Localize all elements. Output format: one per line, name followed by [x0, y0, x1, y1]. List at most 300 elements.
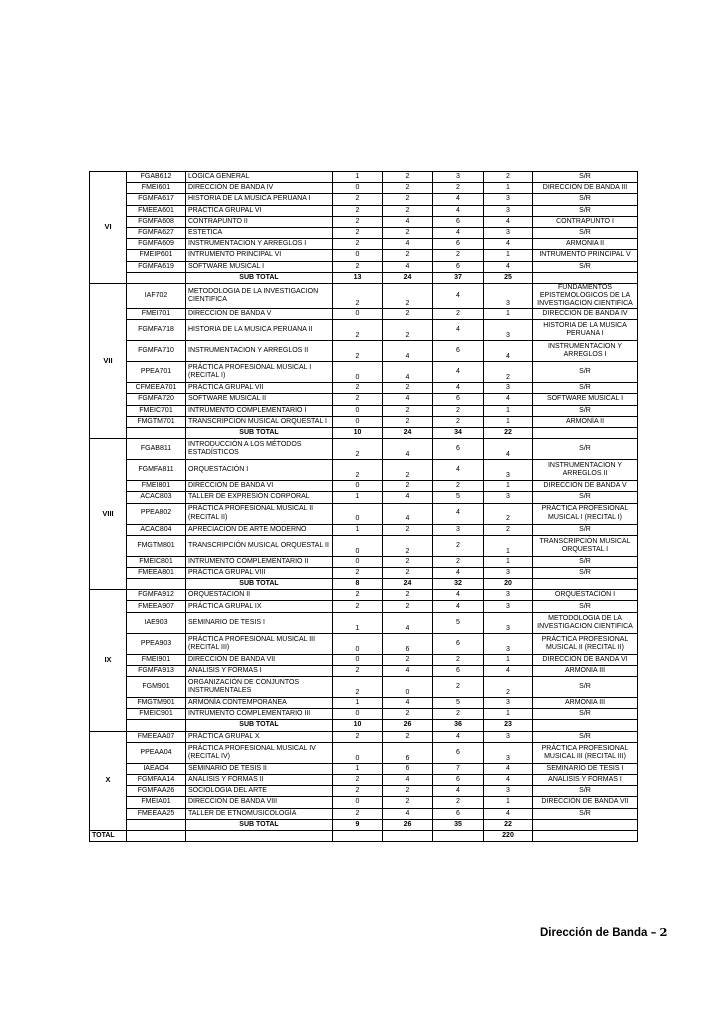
hours-practice: 2 — [383, 205, 433, 216]
hours-total: 4 — [433, 731, 484, 742]
hours-total: 6 — [433, 808, 484, 819]
course-name: PRÁCTICA PROFESIONAL MUSICAL II (RECITAL II) — [186, 503, 333, 524]
credits: 2 — [484, 503, 533, 524]
course-code: ACAC804 — [127, 524, 186, 535]
hours-theory: 2 — [333, 601, 383, 612]
hours-practice: 4 — [383, 492, 433, 503]
table-row — [90, 709, 638, 720]
hours-theory: 2 — [333, 205, 383, 216]
prerequisite: S/R — [533, 194, 638, 205]
course-name: ORQUESTACIÓN I — [186, 460, 333, 481]
course-code: FMGTM901 — [127, 698, 186, 709]
prerequisite: S/R — [533, 524, 638, 535]
course-code: FMEEA601 — [127, 205, 186, 216]
course-code: FGMFA811 — [127, 460, 186, 481]
hours-total: 6 — [433, 394, 484, 405]
table-row — [90, 405, 638, 416]
course-name: LÓGICA GENERAL — [186, 172, 333, 183]
hours-practice: 4 — [383, 665, 433, 676]
credits: 3 — [484, 633, 533, 654]
subtotal-practice: 24 — [383, 579, 433, 590]
hours-total: 3 — [433, 524, 484, 535]
credits: 4 — [484, 239, 533, 250]
prerequisite: ARMONIA III — [533, 665, 638, 676]
hours-theory: 2 — [333, 774, 383, 785]
prerequisite: S/R — [533, 601, 638, 612]
course-name: TRANSCRIPCIÓN MUSICAL ORQUESTAL II — [186, 535, 333, 556]
subtotal-label: SUB TOTAL — [186, 720, 333, 731]
prerequisite: S/R — [533, 567, 638, 578]
course-code: FGMFA609 — [127, 239, 186, 250]
hours-practice: 2 — [383, 227, 433, 238]
prerequisite: ARMONIA II — [533, 239, 638, 250]
course-name: PRÁCTICA GRUPAL X — [186, 731, 333, 742]
table-row — [90, 194, 638, 205]
subtotal-code-empty — [127, 272, 186, 283]
table-row — [90, 665, 638, 676]
hours-theory: 2 — [333, 460, 383, 481]
course-code: ACAC803 — [127, 492, 186, 503]
table-row — [90, 439, 638, 460]
table-row — [90, 612, 638, 633]
hours-practice: 4 — [383, 261, 433, 272]
table-row — [90, 394, 638, 405]
hours-practice: 4 — [383, 216, 433, 227]
course-name: TRANSCRIPCIÓN MUSICAL ORQUESTAL I — [186, 416, 333, 427]
course-code: FMEEA907 — [127, 601, 186, 612]
course-name: ORQUESTACIÓN II — [186, 590, 333, 601]
hours-practice: 4 — [383, 239, 433, 250]
prerequisite: TRANSCRIPCIÒN MUSICAL ORQUESTAL I — [533, 535, 638, 556]
hours-theory: 2 — [333, 567, 383, 578]
course-code: FGAB612 — [127, 172, 186, 183]
credits: 3 — [484, 567, 533, 578]
course-code: FGMFA617 — [127, 194, 186, 205]
course-code: IAE903 — [127, 612, 186, 633]
hours-theory: 0 — [333, 362, 383, 383]
table-row — [90, 172, 638, 183]
hours-theory: 2 — [333, 216, 383, 227]
semester-label: X — [90, 731, 127, 830]
hours-practice: 2 — [383, 320, 433, 341]
subtotal-practice: 24 — [383, 272, 433, 283]
hours-practice: 2 — [383, 183, 433, 194]
hours-total: 2 — [433, 654, 484, 665]
subtotal-hours: 37 — [433, 272, 484, 283]
credits: 4 — [484, 763, 533, 774]
subtotal-hours: 36 — [433, 720, 484, 731]
hours-practice: 4 — [383, 808, 433, 819]
credits: 1 — [484, 535, 533, 556]
hours-theory: 2 — [333, 677, 383, 698]
subtotal-practice: 26 — [383, 720, 433, 731]
hours-theory: 1 — [333, 763, 383, 774]
credits: 4 — [484, 261, 533, 272]
prerequisite: SEMINARIO DE TESIS I — [533, 763, 638, 774]
hours-total: 2 — [433, 677, 484, 698]
hours-total: 6 — [433, 633, 484, 654]
course-name: INTRUMENTO COMPLEMENTARIO II — [186, 556, 333, 567]
prerequisite: PRÁCTICA PROFESIONAL MUSICAL III (RECITAL III) — [533, 742, 638, 763]
prerequisite: S/R — [533, 709, 638, 720]
course-name: APRECIACION DE ARTE MODERNO — [186, 524, 333, 535]
hours-practice: 4 — [383, 698, 433, 709]
subtotal-credits: 25 — [484, 272, 533, 283]
credits: 4 — [484, 439, 533, 460]
hours-theory: 2 — [333, 227, 383, 238]
course-name: SOFTWARE MUSICAL I — [186, 261, 333, 272]
course-name: TALLER DE ETNOMUSICOLOGÍA — [186, 808, 333, 819]
hours-theory: 2 — [333, 341, 383, 362]
total-credits: 220 — [484, 830, 533, 841]
table-row — [90, 633, 638, 654]
hours-theory: 0 — [333, 481, 383, 492]
course-code: FMEEAA25 — [127, 808, 186, 819]
course-code: FMEIC701 — [127, 405, 186, 416]
course-name: DIRECCIÒN DE BANDA VI — [186, 481, 333, 492]
hours-theory: 1 — [333, 698, 383, 709]
prerequisite: INSTRUMENTACION Y ARREGLOS II — [533, 460, 638, 481]
course-code: FMEI701 — [127, 309, 186, 320]
prerequisite: DIRECCIÒN DE BANDA III — [533, 183, 638, 194]
hours-total: 6 — [433, 665, 484, 676]
subtotal-row — [90, 819, 638, 830]
hours-total: 2 — [433, 797, 484, 808]
course-code: FGMFA718 — [127, 320, 186, 341]
semester-label: VI — [90, 172, 127, 284]
credits: 3 — [484, 742, 533, 763]
credits: 3 — [484, 492, 533, 503]
hours-theory: 1 — [333, 492, 383, 503]
table-row — [90, 383, 638, 394]
table-row — [90, 731, 638, 742]
subtotal-theory: 10 — [333, 720, 383, 731]
course-name: SOFTWARE MUSICAL II — [186, 394, 333, 405]
credits: 3 — [484, 698, 533, 709]
hours-theory: 0 — [333, 797, 383, 808]
hours-practice: 4 — [383, 341, 433, 362]
course-name: DIRECCIÒN DE BANDA IV — [186, 183, 333, 194]
hours-practice: 2 — [383, 654, 433, 665]
course-code: IAEAO4 — [127, 763, 186, 774]
course-name: PRÁCTICA GRUPAL VI — [186, 205, 333, 216]
subtotal-pre-empty — [533, 720, 638, 731]
course-name: CONTRAPUNTO II — [186, 216, 333, 227]
course-code: FGMFA627 — [127, 227, 186, 238]
hours-practice: 2 — [383, 460, 433, 481]
course-name: INTRUMENTO COMPLEMENTARIO III — [186, 709, 333, 720]
subtotal-row — [90, 427, 638, 438]
hours-total: 2 — [433, 535, 484, 556]
hours-theory: 2 — [333, 383, 383, 394]
subtotal-theory: 10 — [333, 427, 383, 438]
hours-total: 6 — [433, 261, 484, 272]
prerequisite: S/R — [533, 731, 638, 742]
table-row — [90, 786, 638, 797]
hours-practice: 2 — [383, 405, 433, 416]
table-row — [90, 492, 638, 503]
course-code: FMEIC801 — [127, 556, 186, 567]
table-row — [90, 416, 638, 427]
hours-total: 4 — [433, 283, 484, 308]
course-code: FGMFAA26 — [127, 786, 186, 797]
prerequisite: ANALISIS Y FORMAS I — [533, 774, 638, 785]
table-row — [90, 742, 638, 763]
credits: 1 — [484, 416, 533, 427]
hours-total: 2 — [433, 250, 484, 261]
table-row — [90, 216, 638, 227]
course-code: CFMEEA701 — [127, 383, 186, 394]
hours-total: 4 — [433, 362, 484, 383]
credits: 1 — [484, 405, 533, 416]
course-name: ARMONÍA CONTEMPORÁNEA — [186, 698, 333, 709]
credits: 4 — [484, 665, 533, 676]
hours-practice: 2 — [383, 556, 433, 567]
prerequisite: PRÁCTICA PROFESIONAL MUSICAL II (RECITAL II) — [533, 633, 638, 654]
hours-practice: 2 — [383, 416, 433, 427]
table-row — [90, 698, 638, 709]
hours-theory: 0 — [333, 416, 383, 427]
table-row — [90, 774, 638, 785]
credits: 4 — [484, 774, 533, 785]
credits: 1 — [484, 250, 533, 261]
credits: 3 — [484, 786, 533, 797]
subtotal-theory: 13 — [333, 272, 383, 283]
hours-practice: 4 — [383, 612, 433, 633]
table-row — [90, 556, 638, 567]
course-code: PPEA903 — [127, 633, 186, 654]
course-name: DIRECCIÒN DE BANDA V — [186, 309, 333, 320]
prerequisite: DIRECCIÒN DE BANDA IV — [533, 309, 638, 320]
table-row — [90, 320, 638, 341]
hours-practice: 2 — [383, 283, 433, 308]
course-code: FMEEAA07 — [127, 731, 186, 742]
course-code: FGMFAA14 — [127, 774, 186, 785]
hours-theory: 2 — [333, 320, 383, 341]
credits: 1 — [484, 797, 533, 808]
course-name: ESTETICA — [186, 227, 333, 238]
subtotal-credits: 20 — [484, 579, 533, 590]
hours-total: 2 — [433, 416, 484, 427]
hours-theory: 2 — [333, 394, 383, 405]
credits: 1 — [484, 183, 533, 194]
prerequisite: HISTORIA DE LA MUSICA PERUANA I — [533, 320, 638, 341]
prerequisite: ORQUESTACIÓN I — [533, 590, 638, 601]
page-footer — [540, 925, 668, 939]
subtotal-row — [90, 579, 638, 590]
course-code: FMEIA01 — [127, 797, 186, 808]
subtotal-label: SUB TOTAL — [186, 819, 333, 830]
table-row — [90, 481, 638, 492]
course-code: FMGTM801 — [127, 535, 186, 556]
hours-total: 7 — [433, 763, 484, 774]
hours-practice: 2 — [383, 524, 433, 535]
hours-practice: 6 — [383, 742, 433, 763]
hours-theory: 0 — [333, 309, 383, 320]
table-row — [90, 763, 638, 774]
course-code: FMGTM701 — [127, 416, 186, 427]
prerequisite: DIRECCIÒN DE BANDA VII — [533, 797, 638, 808]
course-code: FGMFA913 — [127, 665, 186, 676]
hours-total: 4 — [433, 227, 484, 238]
hours-theory: 0 — [333, 250, 383, 261]
hours-theory: 2 — [333, 590, 383, 601]
hours-total: 4 — [433, 601, 484, 612]
subtotal-code-empty — [127, 720, 186, 731]
hours-practice: 4 — [383, 394, 433, 405]
hours-practice: 2 — [383, 383, 433, 394]
hours-theory: 0 — [333, 503, 383, 524]
hours-total: 4 — [433, 503, 484, 524]
subtotal-credits: 23 — [484, 720, 533, 731]
credits: 3 — [484, 590, 533, 601]
hours-total: 3 — [433, 172, 484, 183]
credits: 1 — [484, 481, 533, 492]
credits: 3 — [484, 731, 533, 742]
hours-total: 5 — [433, 492, 484, 503]
semester-label: IX — [90, 590, 127, 731]
credits: 4 — [484, 808, 533, 819]
table-row — [90, 677, 638, 698]
course-name: PRÁCTICA PROFESIONAL MUSICAL IV (RECITAL IV) — [186, 742, 333, 763]
prerequisite: S/R — [533, 362, 638, 383]
hours-practice: 2 — [383, 786, 433, 797]
course-name: PRÁCTICA PROFESIONAL MUSICAL I (RECITAL I) — [186, 362, 333, 383]
hours-total: 4 — [433, 383, 484, 394]
course-code: IAF702 — [127, 283, 186, 308]
prerequisite: S/R — [533, 808, 638, 819]
course-name: ANALISIS Y FORMAS II — [186, 774, 333, 785]
subtotal-code-empty — [127, 579, 186, 590]
course-code: FMEIP601 — [127, 250, 186, 261]
table-row — [90, 601, 638, 612]
hours-total: 6 — [433, 742, 484, 763]
hours-total: 4 — [433, 460, 484, 481]
hours-practice: 2 — [383, 481, 433, 492]
hours-total: 6 — [433, 239, 484, 250]
prerequisite: DIRECCIÒN DE BANDA VI — [533, 654, 638, 665]
hours-practice: 6 — [383, 633, 433, 654]
prerequisite: INSTRUMENTACION Y ARREGLOS I — [533, 341, 638, 362]
course-name: SOCIOLOGIA DEL ARTE — [186, 786, 333, 797]
course-name: INTRUMENTO COMPLEMENTARIO I — [186, 405, 333, 416]
course-name: TALLER DE EXPRESIÒN CORPORAL — [186, 492, 333, 503]
hours-practice: 2 — [383, 567, 433, 578]
credits: 2 — [484, 524, 533, 535]
hours-practice: 2 — [383, 601, 433, 612]
subtotal-label: SUB TOTAL — [186, 579, 333, 590]
table-row — [90, 283, 638, 308]
subtotal-pre-empty — [533, 427, 638, 438]
hours-theory: 2 — [333, 239, 383, 250]
subtotal-row — [90, 272, 638, 283]
hours-practice: 2 — [383, 709, 433, 720]
course-name: SEMINARIO DE TESIS II — [186, 763, 333, 774]
hours-theory: 0 — [333, 535, 383, 556]
course-name: ORGANIZACIÓN DE CONJUNTOS INSTRUMENTALES — [186, 677, 333, 698]
hours-practice: 2 — [383, 731, 433, 742]
table-row — [90, 362, 638, 383]
hours-theory: 2 — [333, 194, 383, 205]
hours-practice: 6 — [383, 763, 433, 774]
hours-practice: 2 — [383, 590, 433, 601]
course-code: FMEI801 — [127, 481, 186, 492]
hours-total: 2 — [433, 183, 484, 194]
table-row — [90, 797, 638, 808]
hours-total: 4 — [433, 205, 484, 216]
subtotal-practice: 24 — [383, 427, 433, 438]
course-code: PPEA701 — [127, 362, 186, 383]
hours-total: 4 — [433, 194, 484, 205]
course-name: INSTRUMENTACION Y ARREGLOS II — [186, 341, 333, 362]
hours-practice: 2 — [383, 172, 433, 183]
hours-practice: 2 — [383, 309, 433, 320]
course-name: PRÁCTICA GRUPAL IX — [186, 601, 333, 612]
prerequisite: S/R — [533, 405, 638, 416]
table-row — [90, 341, 638, 362]
hours-practice: 2 — [383, 535, 433, 556]
hours-practice: 2 — [383, 797, 433, 808]
subtotal-credits: 22 — [484, 819, 533, 830]
hours-theory: 2 — [333, 808, 383, 819]
course-code: FGAB811 — [127, 439, 186, 460]
hours-theory: 2 — [333, 261, 383, 272]
credits: 3 — [484, 460, 533, 481]
total-label: TOTAL — [90, 830, 127, 841]
subtotal-practice: 26 — [383, 819, 433, 830]
hours-theory: 1 — [333, 524, 383, 535]
hours-total: 5 — [433, 698, 484, 709]
subtotal-pre-empty — [533, 272, 638, 283]
hours-total: 2 — [433, 709, 484, 720]
credits: 2 — [484, 362, 533, 383]
table-row — [90, 524, 638, 535]
credits: 4 — [484, 216, 533, 227]
hours-total: 4 — [433, 320, 484, 341]
hours-theory: 2 — [333, 786, 383, 797]
credits: 2 — [484, 172, 533, 183]
course-name: INTRODUCCIÓN A LOS MÉTODOS ESTADÍSTICOS — [186, 439, 333, 460]
course-name: HISTORIA DE LA MUSICA PERUANA I — [186, 194, 333, 205]
hours-total: 4 — [433, 567, 484, 578]
subtotal-hours: 35 — [433, 819, 484, 830]
course-code: FGMFA710 — [127, 341, 186, 362]
table-row — [90, 590, 638, 601]
credits: 1 — [484, 556, 533, 567]
course-name: SEMINARIO DE TESIS I — [186, 612, 333, 633]
hours-total: 2 — [433, 556, 484, 567]
course-name: INSTRUMENTACION Y ARREGLOS I — [186, 239, 333, 250]
hours-total: 6 — [433, 341, 484, 362]
hours-theory: 0 — [333, 633, 383, 654]
subtotal-label: SUB TOTAL — [186, 427, 333, 438]
curriculum-table — [89, 171, 638, 842]
course-code: FGMFA608 — [127, 216, 186, 227]
table-row — [90, 227, 638, 238]
hours-theory: 0 — [333, 709, 383, 720]
hours-total: 5 — [433, 612, 484, 633]
table-row — [90, 183, 638, 194]
course-name: DIRECCIÒN DE BANDA VII — [186, 654, 333, 665]
subtotal-label: SUB TOTAL — [186, 272, 333, 283]
hours-theory: 0 — [333, 405, 383, 416]
prerequisite: S/R — [533, 677, 638, 698]
hours-practice: 4 — [383, 503, 433, 524]
hours-practice: 0 — [383, 677, 433, 698]
prerequisite: ARMONÍA II — [533, 416, 638, 427]
course-name: ANALISIS Y FORMAS I — [186, 665, 333, 676]
hours-theory: 2 — [333, 439, 383, 460]
